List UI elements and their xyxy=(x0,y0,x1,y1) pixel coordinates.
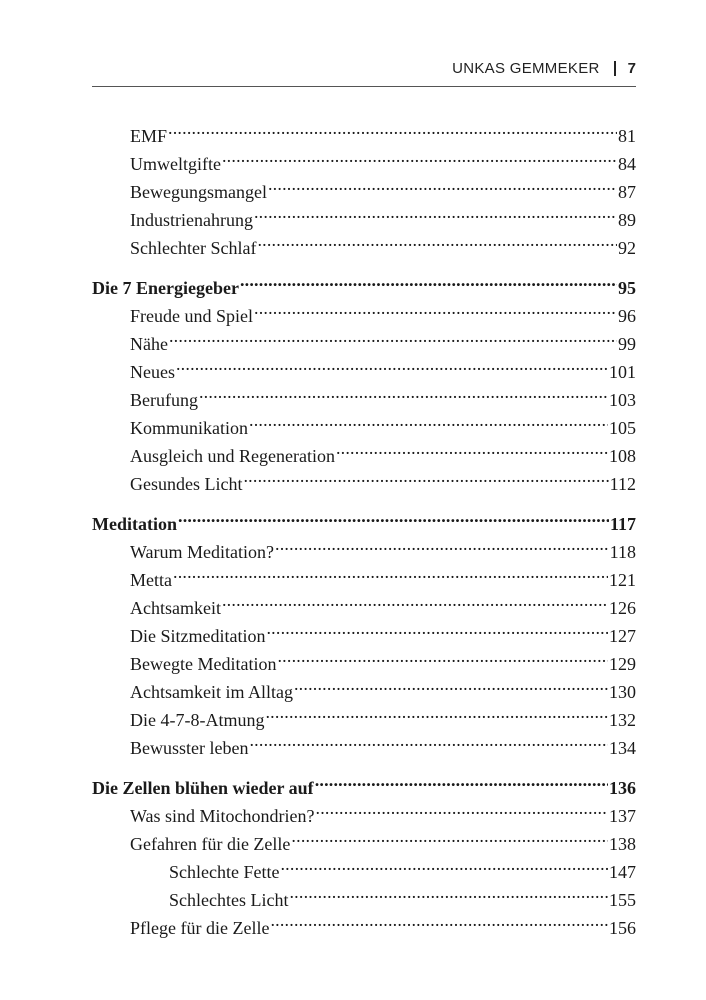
toc-entry-page: 147 xyxy=(609,862,636,882)
toc-entry-page: 84 xyxy=(618,154,636,174)
toc-entry xyxy=(92,142,636,174)
toc-entry-title: Schlechte Fette xyxy=(169,862,280,882)
toc-entry-page: 112 xyxy=(609,474,636,494)
dot-leader xyxy=(173,558,608,586)
toc-entry-title: Metta xyxy=(130,570,172,590)
toc-entry-title: Gefahren für die Zelle xyxy=(130,834,291,854)
dot-leader xyxy=(176,350,608,378)
toc-entry-page: 118 xyxy=(609,542,636,562)
toc-entry-title: Umweltgifte xyxy=(130,154,221,174)
toc-chapter-entry xyxy=(92,266,636,298)
dot-leader xyxy=(254,198,617,226)
toc-entry-page: 92 xyxy=(618,238,636,258)
dot-leader xyxy=(168,114,617,142)
dot-leader xyxy=(240,266,617,294)
toc-entry-title: Bewegte Meditation xyxy=(130,654,277,674)
toc-entry-title: Die Sitzmeditation xyxy=(130,626,266,646)
toc-entry-title: Bewusster leben xyxy=(130,738,249,758)
toc-entry-page: 81 xyxy=(618,126,636,146)
toc-entry-title: Achtsamkeit im Alltag xyxy=(130,682,293,702)
dot-leader xyxy=(249,726,608,754)
toc-entry-title: Achtsamkeit xyxy=(130,598,221,618)
toc-entry xyxy=(92,114,636,146)
toc-entry-title: Ausgleich und Regeneration xyxy=(130,446,335,466)
toc-entry-title: Was sind Mitochondrien? xyxy=(130,806,315,826)
toc-entry-page: 138 xyxy=(609,834,636,854)
dot-leader xyxy=(268,170,617,198)
toc-entry-page: 130 xyxy=(609,682,636,702)
toc-chapter-entry xyxy=(92,766,636,798)
author-name: UNKAS GEMMEKER xyxy=(452,60,600,77)
toc-entry-page: 136 xyxy=(609,778,636,798)
dot-leader xyxy=(254,294,617,322)
toc-entry-title: Die 4-7-8-Atmung xyxy=(130,710,265,730)
dot-leader xyxy=(316,794,608,822)
toc-entry-page: 95 xyxy=(618,278,636,298)
toc-entry-page: 155 xyxy=(609,890,636,910)
toc-entry-title: Die 7 Energiegeber xyxy=(92,278,239,298)
dot-leader xyxy=(222,142,617,170)
toc-entry-title: Pflege für die Zelle xyxy=(130,918,270,938)
table-of-contents xyxy=(92,114,636,938)
toc-entry-title: Schlechter Schlaf xyxy=(130,238,257,258)
toc-entry-title: Industrienahrung xyxy=(130,210,253,230)
page-number: 7 xyxy=(627,60,636,77)
dot-leader xyxy=(257,226,617,254)
toc-entry-title: Berufung xyxy=(130,390,198,410)
dot-leader xyxy=(169,322,617,350)
toc-entry-page: 127 xyxy=(609,626,636,646)
toc-entry-page: 126 xyxy=(609,598,636,618)
toc-entry-title: Schlechtes Licht xyxy=(169,890,289,910)
dot-leader xyxy=(275,530,609,558)
running-header xyxy=(92,56,636,87)
dot-leader xyxy=(222,586,608,614)
toc-entry-title: Bewegungsmangel xyxy=(130,182,267,202)
toc-entry-page: 96 xyxy=(618,306,636,326)
dot-leader xyxy=(199,378,608,406)
dot-leader xyxy=(277,642,608,670)
toc-entry-page: 105 xyxy=(609,418,636,438)
toc-entry-page: 89 xyxy=(618,210,636,230)
toc-entry-page: 121 xyxy=(609,570,636,590)
toc-entry-title: Warum Meditation? xyxy=(130,542,275,562)
toc-entry-title: Nähe xyxy=(130,334,168,354)
toc-entry-page: 129 xyxy=(609,654,636,674)
toc-entry-page: 134 xyxy=(609,738,636,758)
toc-entry-page: 117 xyxy=(609,514,636,534)
header-separator xyxy=(614,61,616,76)
toc-entry-page: 101 xyxy=(609,362,636,382)
dot-leader xyxy=(178,502,609,530)
dot-leader xyxy=(289,878,608,906)
toc-entry-title: Kommunikation xyxy=(130,418,248,438)
toc-entry-title: EMF xyxy=(130,126,168,146)
toc-entry xyxy=(92,350,636,382)
dot-leader xyxy=(336,434,608,462)
toc-entry xyxy=(92,558,636,590)
dot-leader xyxy=(280,850,608,878)
toc-entry-title: Freude und Spiel xyxy=(130,306,253,326)
dot-leader xyxy=(291,822,608,850)
header-content xyxy=(452,60,636,77)
toc-entry-page: 137 xyxy=(609,806,636,826)
dot-leader xyxy=(270,906,608,934)
dot-leader xyxy=(265,698,608,726)
toc-entry-title: Neues xyxy=(130,362,175,382)
toc-entry xyxy=(92,322,636,354)
dot-leader xyxy=(294,670,608,698)
dot-leader xyxy=(243,462,608,490)
toc-entry-page: 156 xyxy=(609,918,636,938)
toc-chapter-entry xyxy=(92,502,636,534)
dot-leader xyxy=(249,406,608,434)
toc-entry-page: 103 xyxy=(609,390,636,410)
toc-entry-title: Die Zellen blühen wieder auf xyxy=(92,778,314,798)
toc-entry-title: Gesundes Licht xyxy=(130,474,243,494)
dot-leader xyxy=(315,766,608,794)
toc-entry xyxy=(92,586,636,618)
toc-entry-page: 99 xyxy=(618,334,636,354)
toc-entry-page: 132 xyxy=(609,710,636,730)
dot-leader xyxy=(266,614,608,642)
toc-entry-page: 108 xyxy=(609,446,636,466)
toc-entry-page: 87 xyxy=(618,182,636,202)
toc-entry-title: Meditation xyxy=(92,514,177,534)
